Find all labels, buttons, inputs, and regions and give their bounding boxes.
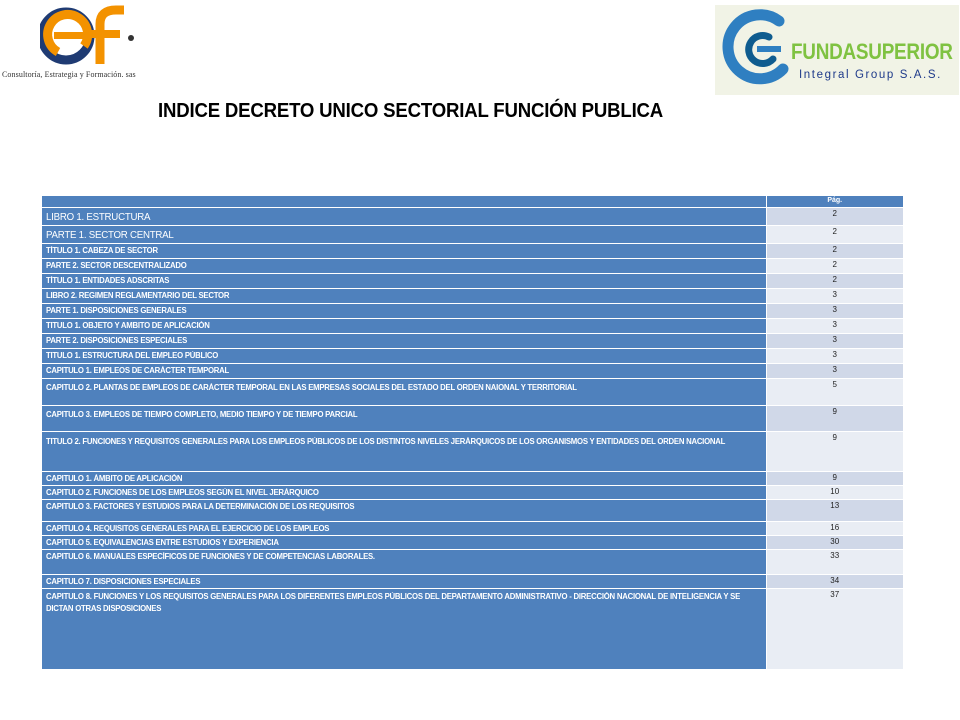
table-row	[42, 226, 903, 244]
cef-logo-tagline: Consultoría, Estrategia y Formación. sas	[2, 70, 136, 79]
row-label: PARTE 1. DISPOSICIONES GENERALES	[42, 304, 766, 319]
row-label: CAPITULO 1. EMPLEOS DE CARÁCTER TEMPORAL	[42, 364, 766, 379]
row-page: 3	[766, 334, 903, 349]
table-row	[42, 500, 903, 522]
row-page: 9	[766, 432, 903, 472]
row-label: CAPITULO 2. FUNCIONES DE LOS EMPLEOS SEGÚN EL NIVEL JERÁRQUICO	[42, 486, 766, 500]
table-row	[42, 304, 903, 319]
row-label: LIBRO 2. REGIMEN REGLAMENTARIO DEL SECTOR	[42, 289, 766, 304]
table-row	[42, 432, 903, 472]
row-label: TITULO 1. ESTRUCTURA DEL EMPLEO PÚBLICO	[42, 349, 766, 364]
fundasuperior-subtitle: Integral Group S.A.S.	[799, 69, 942, 81]
row-label: TÍTULO 1. CABEZA DE SECTOR	[42, 244, 766, 259]
row-page: 3	[766, 304, 903, 319]
cef-logo	[0, 0, 180, 85]
row-page: 3	[766, 319, 903, 334]
row-label: TITULO 1. OBJETO Y AMBITO DE APLICACIÓN	[42, 319, 766, 334]
row-label: CAPITULO 2. PLANTAS DE EMPLEOS DE CARÁCTER TEMPORAL EN LAS EMPRESAS SOCIALES DEL ESTADO DEL ORDEN NAIONAL Y TERRITORIAL	[42, 379, 766, 406]
table-row	[42, 406, 903, 432]
fundasuperior-brand: FUNDASUPERIOR	[791, 39, 953, 64]
cef-logo-mark	[40, 2, 140, 70]
row-label: CAPITULO 6. MANUALES ESPECÍFICOS DE FUNCIONES Y DE COMPETENCIAS LABORALES.	[42, 550, 766, 575]
row-page: 3	[766, 289, 903, 304]
row-label: PARTE 1. SECTOR CENTRAL	[42, 226, 766, 244]
table-row	[42, 349, 903, 364]
table-row	[42, 379, 903, 406]
table-row	[42, 589, 903, 670]
row-label: CAPITULO 7. DISPOSICIONES ESPECIALES	[42, 575, 766, 589]
table-row	[42, 289, 903, 304]
row-label: TÍTULO 1. ENTIDADES ADSCRITAS	[42, 274, 766, 289]
table-row	[42, 486, 903, 500]
row-label: CAPITULO 4. REQUISITOS GENERALES PARA EL EJERCICIO DE LOS EMPLEOS	[42, 522, 766, 536]
fundasuperior-swirl-icon	[721, 7, 795, 93]
table-header-row	[42, 196, 903, 208]
row-page: 2	[766, 274, 903, 289]
header-page-cell: Pág.	[766, 196, 903, 208]
row-label: TITULO 2. FUNCIONES Y REQUISITOS GENERALES PARA LOS EMPLEOS PÚBLICOS DE LOS DISTINTOS NIVELES JERÁRQUICOS DE LOS ORGANISMOS Y ENTIDADES DEL ORDEN NACIONAL	[42, 432, 766, 472]
row-page: 33	[766, 550, 903, 575]
row-page: 9	[766, 472, 903, 486]
row-page: 10	[766, 486, 903, 500]
table-row	[42, 522, 903, 536]
fundasuperior-logo	[715, 5, 959, 95]
row-page: 34	[766, 575, 903, 589]
row-page: 9	[766, 406, 903, 432]
table-row	[42, 208, 903, 226]
table-row	[42, 472, 903, 486]
table-row	[42, 575, 903, 589]
row-label: CAPITULO 5. EQUIVALENCIAS ENTRE ESTUDIOS Y EXPERIENCIA	[42, 536, 766, 550]
header-description-cell	[42, 196, 766, 208]
row-page: 3	[766, 349, 903, 364]
table-row	[42, 536, 903, 550]
table-row	[42, 364, 903, 379]
row-page: 2	[766, 259, 903, 274]
table-row	[42, 550, 903, 575]
row-page: 16	[766, 522, 903, 536]
row-page: 5	[766, 379, 903, 406]
row-label: CAPITULO 3. FACTORES Y ESTUDIOS PARA LA DETERMINACIÓN DE LOS REQUISITOS	[42, 500, 766, 522]
row-label: CAPITULO 3. EMPLEOS DE TIEMPO COMPLETO, MEDIO TIEMPO Y DE TIEMPO PARCIAL	[42, 406, 766, 432]
row-label: PARTE 2. SECTOR DESCENTRALIZADO	[42, 259, 766, 274]
table-row	[42, 319, 903, 334]
table-row	[42, 244, 903, 259]
table-row	[42, 274, 903, 289]
row-page: 13	[766, 500, 903, 522]
row-label: LIBRO 1. ESTRUCTURA	[42, 208, 766, 226]
row-page: 2	[766, 208, 903, 226]
row-label: CAPITULO 8. FUNCIONES Y LOS REQUISITOS GENERALES PARA LOS DIFERENTES EMPLEOS PÚBLICOS DEL DEPARTAMENTO ADMINISTRATIVO - DIRECCIÓN NACIONAL DE INTELIGENCIA Y SE DICTAN OTRAS DISPOSICIONES	[42, 589, 766, 670]
index-table	[42, 195, 903, 670]
table-row	[42, 259, 903, 274]
page-title: INDICE DECRETO UNICO SECTORIAL FUNCIÓN PUBLICA	[158, 100, 664, 122]
row-page: 3	[766, 364, 903, 379]
row-page: 30	[766, 536, 903, 550]
row-page: 2	[766, 226, 903, 244]
row-label: PARTE 2. DISPOSICIONES ESPECIALES	[42, 334, 766, 349]
row-page: 37	[766, 589, 903, 670]
row-label: CAPITULO 1. ÁMBITO DE APLICACIÓN	[42, 472, 766, 486]
table-row	[42, 334, 903, 349]
row-page: 2	[766, 244, 903, 259]
